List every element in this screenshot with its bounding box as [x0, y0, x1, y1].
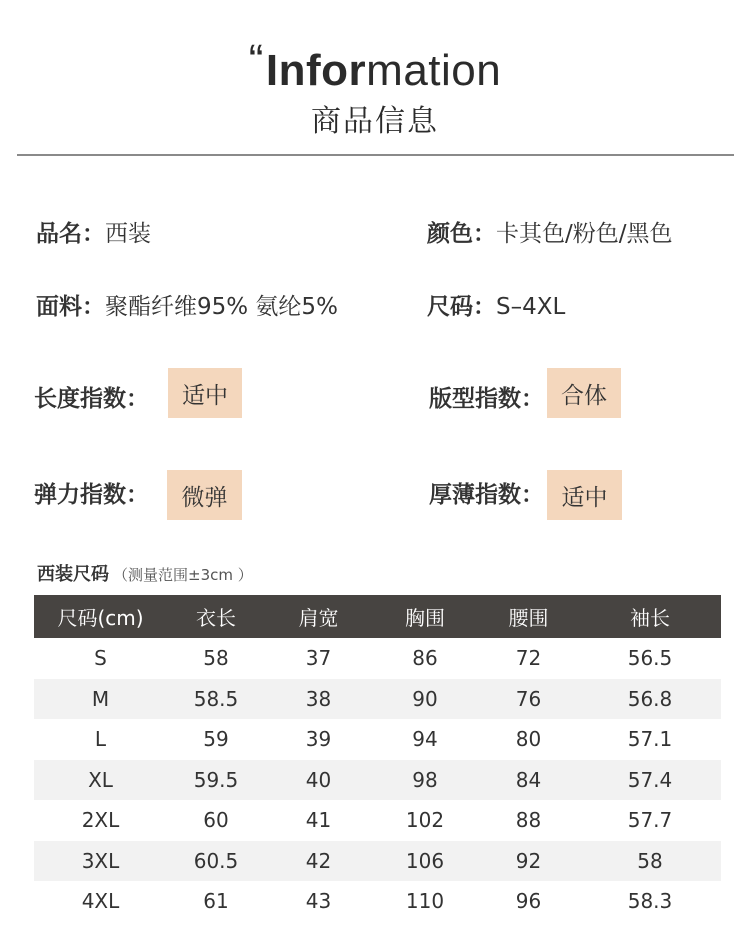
table-cell: 94	[412, 727, 438, 752]
table-cell: 57.4	[579, 760, 721, 801]
size-chart-title	[37, 560, 253, 586]
table-cell: 39	[305, 727, 332, 752]
info-size	[427, 288, 565, 321]
table-cell: 43	[305, 889, 332, 914]
table-cell: 96	[515, 889, 542, 914]
table-cell: 60	[203, 808, 229, 833]
table-cell: 86	[412, 646, 438, 671]
table-cell: 76	[478, 679, 579, 720]
table-cell: 106	[372, 841, 478, 882]
table-cell: L	[94, 727, 107, 752]
size-chart-title-main: 西装尺码	[37, 564, 109, 585]
table-cell: 2XL	[81, 808, 120, 833]
table-row	[34, 841, 721, 882]
fit-index-label: 版型指数：	[429, 386, 544, 412]
table-cell: 60.5	[167, 841, 265, 882]
table-row	[34, 760, 721, 801]
info-color-value: 卡其色/粉色/黑色	[496, 221, 673, 247]
info-fabric	[36, 288, 338, 321]
table-cell: 4XL	[81, 889, 120, 914]
table-cell: 88	[515, 808, 542, 833]
table-cell: 90	[372, 679, 478, 720]
table-cell: 59.5	[167, 760, 265, 801]
header-cell: 腰围	[478, 595, 579, 638]
table-cell: 3XL	[34, 841, 167, 882]
table-cell: XL	[34, 760, 167, 801]
info-size-label: 尺码：	[427, 294, 496, 320]
table-cell: 58.3	[627, 889, 673, 914]
fit-index-tag: 合体	[547, 368, 621, 418]
size-chart-note: （测量范围±3cm ）	[113, 566, 253, 584]
table-cell: 38	[265, 679, 372, 720]
table-row	[34, 679, 721, 720]
table-cell: 58.5	[167, 679, 265, 720]
header-cell: 肩宽	[265, 595, 372, 638]
info-color-label: 颜色：	[427, 221, 496, 247]
quote-mark: “	[248, 36, 264, 85]
info-name	[36, 215, 151, 248]
size-table-header	[34, 595, 721, 638]
title-bold-part: Infor	[265, 46, 367, 95]
elasticity-index-tag: 微弹	[167, 470, 242, 520]
table-cell: 72	[515, 646, 542, 671]
table-cell: 58	[579, 841, 721, 882]
info-name-label: 品名：	[36, 221, 105, 247]
info-fabric-value: 聚酯纤维95% 氨纶5%	[105, 294, 338, 320]
table-cell: 56.5	[627, 646, 673, 671]
page-subtitle: 商品信息	[311, 104, 439, 139]
table-cell: 40	[265, 760, 372, 801]
table-cell: 37	[305, 646, 332, 671]
header-cell: 胸围	[372, 595, 478, 638]
table-cell: 42	[265, 841, 372, 882]
table-cell: 58	[203, 646, 229, 671]
table-row	[34, 638, 721, 679]
table-cell: 80	[515, 727, 542, 752]
info-size-value: S–4XL	[496, 294, 566, 320]
table-cell: S	[94, 646, 107, 671]
length-index-label: 长度指数：	[34, 386, 149, 412]
elasticity-index-label: 弹力指数：	[34, 482, 149, 508]
table-cell: M	[34, 679, 167, 720]
divider	[17, 154, 734, 156]
table-cell: 57.7	[627, 808, 673, 833]
info-color	[427, 215, 673, 248]
info-fabric-label: 面料：	[36, 294, 105, 320]
thickness-index-label: 厚薄指数：	[429, 482, 544, 508]
table-row	[34, 881, 721, 922]
size-table	[34, 595, 721, 922]
table-cell: 84	[478, 760, 579, 801]
title-light-part: mation	[366, 46, 502, 95]
header-cell: 尺码(cm)	[34, 595, 167, 638]
table-cell: 41	[305, 808, 332, 833]
length-index-tag: 适中	[168, 368, 242, 418]
header-cell: 袖长	[579, 595, 721, 638]
table-cell: 56.8	[579, 679, 721, 720]
info-name-value: 西装	[105, 221, 151, 247]
table-cell: 110	[405, 889, 445, 914]
page-title	[0, 36, 750, 96]
table-cell: 57.1	[627, 727, 673, 752]
table-cell: 92	[478, 841, 579, 882]
table-row	[34, 719, 721, 760]
table-cell: 59	[203, 727, 229, 752]
table-cell: 102	[405, 808, 445, 833]
table-row	[34, 800, 721, 841]
table-cell: 98	[372, 760, 478, 801]
thickness-index-tag: 适中	[547, 470, 622, 520]
header-cell: 衣长	[167, 595, 265, 638]
table-cell: 61	[203, 889, 229, 914]
